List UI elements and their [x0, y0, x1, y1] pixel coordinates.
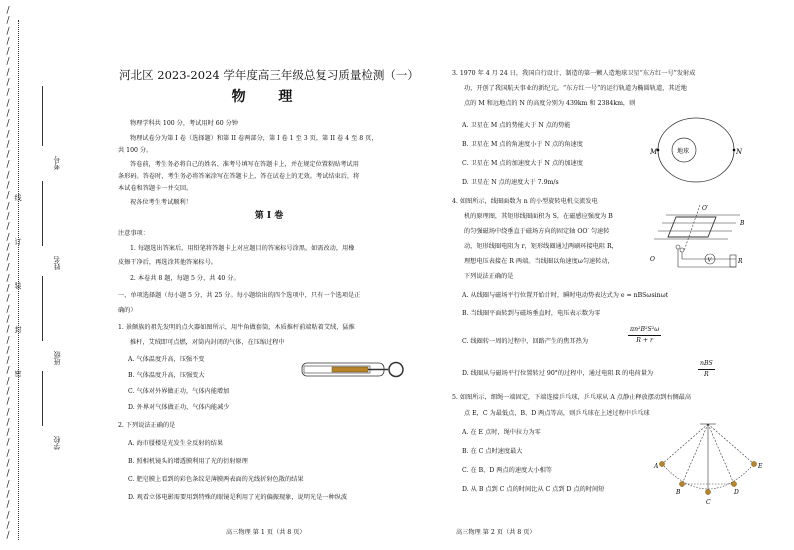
note-line: 1. 每题选出答案后，用铅笔将答题卡上对应题目的答案标号涂黑。如需改动，用橡: [130, 245, 355, 252]
binding-slash: /: [6, 150, 10, 161]
binding-slash: /: [6, 170, 10, 181]
binding-slash: /: [6, 119, 10, 130]
q2-stem: 2. 下列说法正确的是: [118, 422, 176, 429]
fraction-c-numerator: πn²B²S²ω: [628, 325, 661, 336]
q4-fraction-d: [698, 359, 715, 380]
q4-stem: 4. 如图所示，线圈面数为 n 的小型旋转电机交流发电: [452, 198, 598, 205]
fire-piston-figure: [300, 355, 410, 385]
pendulum-label-b: B: [676, 489, 681, 496]
seal-char: 线: [14, 194, 22, 202]
binding-slash: /: [6, 181, 10, 192]
binding-slash: /: [6, 201, 10, 212]
exam-no-line: [42, 86, 43, 146]
gen-label-b: B: [740, 220, 745, 227]
page-footer: 高三物理 第 2 页（共 8 页）: [456, 529, 536, 536]
name-label: 姓名: [53, 256, 61, 270]
q3-option: C. 卫星在 M 点的加速度大于 N 点的加速度: [462, 160, 583, 167]
intro-line: 本试卷和答题卡一并交回。: [118, 185, 193, 192]
binding-slash: /: [6, 160, 10, 171]
note-line: 确的）: [118, 307, 137, 314]
binding-slash: /: [6, 376, 10, 387]
pendulum-label-e: E: [758, 463, 763, 470]
orbit-label-n: N: [736, 148, 742, 156]
q4-stem: 动，矩形线圈电阻为 r，矩形线圈通过两刷环接电阻 R，: [464, 243, 618, 250]
q4-stem: 机的原理图，其矩形线圈面积为 S，在磁感应强度为 B: [464, 213, 613, 220]
binding-slash: /: [6, 366, 10, 377]
note-line: 2. 本卷共 8 题，每题 5 分，共 40 分。: [130, 275, 240, 282]
binding-slash: /: [6, 67, 10, 78]
binding-slash: /: [6, 314, 10, 325]
binding-slash: /: [6, 284, 10, 295]
generator-figure: [648, 203, 748, 275]
pendulum-figure: [648, 418, 768, 508]
binding-slash: /: [6, 108, 10, 119]
q4-fraction-c: [628, 325, 661, 346]
class-line: [42, 276, 43, 341]
orbit-label-earth: 地球: [677, 148, 690, 155]
q1-option: A. 气体温度升高，压强不变: [128, 356, 205, 363]
binding-slash: /: [6, 500, 10, 511]
binding-slash: /: [6, 294, 10, 305]
q1-stem: 1. 景颇族的祖先发明的点火器如图所示，用牛角做套筒，木质推杆前端粘着艾绒，猛推: [118, 324, 355, 331]
binding-slash: /: [6, 47, 10, 58]
q2-option: B. 照相机镜头的增透膜利用了光的衍射原理: [128, 458, 248, 465]
school-line: [42, 371, 43, 426]
binding-slash: /: [6, 273, 10, 284]
q3-stem: 功，开创了我国航天事业的新纪元。“东方红一号”的运行轨道为椭圆轨道，其近地: [464, 85, 687, 92]
q4-option: C. 线圈转一周的过程中，回路产生的焦耳热为: [462, 338, 589, 345]
q4-stem: 的匀强磁场中绕垂直于磁场方向的固定轴 OO′ 匀速转: [464, 228, 610, 235]
q3-stem: 3. 1970 年 4 月 24 日，我国自行设计、制造的第一颗人造地球卫星“东方红一号”发射成: [452, 70, 696, 77]
exam-title: 河北区 2023-2024 学年度高三年级总复习质量检测（一）: [119, 68, 419, 82]
intro-line: 共 100 分。: [118, 147, 153, 154]
orbit-label-m: M: [650, 148, 658, 156]
subject-title: 物 理: [231, 89, 307, 105]
orbit-figure: [650, 114, 742, 186]
right-page: [452, 0, 772, 550]
binding-slash: /: [6, 459, 10, 470]
binding-slash: /: [6, 36, 10, 47]
intro-line: 条形码。答卷时，考生务必将答案涂写在答题卡上，答在试卷上的无效。考试结束后，将: [118, 173, 360, 180]
binding-slash: /: [6, 253, 10, 264]
pendulum-label-a: A: [654, 463, 659, 470]
seal-char: 订: [14, 238, 22, 246]
binding-slash: /: [6, 438, 10, 449]
q1-option: D. 外界对气体做正功，气体内能减少: [128, 404, 230, 411]
q1-stem: 推杆，艾绒即可点燃，对筒内封闭的气体，在压缩过程中: [130, 339, 285, 346]
binding-slash: /: [6, 356, 10, 367]
binding-slash: /: [6, 417, 10, 428]
q5-option: D. 从 B 点到 C 点的时间比从 C 点到 D 点的时间短: [462, 486, 605, 493]
note-line: 一、单项选择题（每小题 5 分，共 25 分。每小题给出的四个选项中，只有一个选项是正: [118, 292, 361, 299]
binding-slash: /: [6, 57, 10, 68]
binding-slash: /: [6, 335, 10, 346]
pendulum-label-d: D: [734, 489, 739, 496]
q4-stem: 理想电压表接在 R 两端。当线圈以角速度ω匀速转动，: [464, 258, 614, 265]
binding-slash: /: [6, 428, 10, 439]
q3-option: D. 卫星在 N 点的速度大于 7.9m/s: [462, 179, 559, 186]
binding-slash: /: [6, 469, 10, 480]
binding-slash: /: [6, 78, 10, 89]
q5-stem: 点 E，C 为最低点，B、D 两点等高，则乒乓球在上述过程中乒乓球: [464, 410, 650, 417]
binding-slash: /: [6, 129, 10, 140]
binding-slash: /: [6, 325, 10, 336]
binding-slash: /: [6, 479, 10, 490]
pendulum-label-c: C: [706, 499, 711, 506]
binding-slash: /: [6, 6, 10, 16]
q3-stem: 点的 M 和远地点的 N 的高度分别为 439km 和 2384km，则: [464, 100, 636, 107]
q2-option: C. 肥皂膜上看到的彩色条纹是薄膜两表面的光线折射色散的结果: [128, 476, 304, 483]
section-heading: 第 I 卷: [254, 211, 284, 221]
fraction-c-denominator: R + r: [636, 337, 654, 344]
binding-slash: /: [6, 26, 10, 37]
binding-slash: /: [6, 397, 10, 408]
binding-slash: /: [6, 304, 10, 315]
page-footer: 高三物理 第 1 页（共 8 页）: [226, 529, 306, 536]
binding-slash: /: [6, 191, 10, 202]
binding-slash: /: [6, 222, 10, 233]
q5-option: A. 在 E 点时，绳中拉力为零: [462, 429, 541, 436]
binding-strip: [2, 6, 72, 544]
left-page: [118, 0, 420, 550]
binding-slash: /: [6, 232, 10, 243]
seal-char: 封: [14, 326, 22, 334]
binding-slash: /: [6, 386, 10, 397]
intro-line: 答卷前，考生务必将自己的姓名、准考号填写在答题卡上，并在规定位置粘贴考试用: [130, 161, 359, 168]
seal-char: 装: [14, 282, 22, 290]
seal-labels: [12, 176, 24, 396]
intro-line: 物理试卷分为第 I 卷（选择题）和第 II 卷两部分，第 I 卷 1 至 3 页，第 II 卷 4 至 8 页，: [130, 135, 378, 142]
gen-label-v: V: [707, 257, 712, 264]
gen-label-o1: O′: [702, 205, 709, 212]
q3-option: B. 卫星在 M 点的角速度小于 N 点的角速度: [462, 141, 583, 148]
gen-label-o: O: [650, 256, 655, 263]
class-label: 班级: [53, 351, 61, 365]
q3-option: A. 卫星在 M 点的势能大于 N 点的势能: [462, 122, 571, 129]
note-line: 皮擦干净后，再选涂其他答案标号。: [118, 259, 217, 266]
binding-slash: /: [6, 510, 10, 521]
gen-label-r: R: [738, 258, 743, 265]
binding-slash: /: [6, 98, 10, 109]
binding-slash: /: [6, 16, 10, 27]
binding-slash: /: [6, 489, 10, 500]
binding-slash: /: [6, 407, 10, 418]
binding-slash: /: [6, 520, 10, 531]
fraction-d-denominator: R: [704, 371, 709, 378]
binding-slash: /: [6, 448, 10, 459]
intro-line: 物理学科共 100 分，考试用时 60 分钟: [130, 120, 238, 127]
q4-stem: 下列说法正确的是: [464, 273, 514, 280]
binding-slash: /: [6, 345, 10, 356]
q1-option: C. 气体对外界做正功，气体内能增加: [128, 388, 230, 395]
school-label: 学校: [53, 436, 61, 450]
q2-option: D. 观看立体电影需要用到特殊的眼镜是利用了光的偏振现象，说明光是一种纵波: [128, 494, 348, 501]
q4-option: B. 当线圈平面转到与磁场垂直时，电压表示数为零: [462, 310, 601, 317]
q2-option: A. 海市蜃楼是光发生全反射的结果: [128, 440, 224, 447]
name-line: [42, 181, 43, 246]
binding-slash: /: [6, 88, 10, 99]
q4-option: A. 从线圈与磁场平行位置开始计时，瞬时电动势表达式为 e = nBSωsinωt: [462, 292, 669, 299]
intro-line: 祝各位考生考试顺利！: [130, 199, 192, 206]
q4-option: D. 线圈从与磁场平行位置转过 90°的过程中，通过电阻 R 的电荷量为: [462, 370, 654, 377]
exam-no-label: 考号: [53, 156, 61, 170]
q5-option: C. 在 B、D 两点的速度大小相等: [462, 467, 552, 474]
q5-option: B. 在 C 点时速度最大: [462, 448, 523, 455]
binding-slash: /: [6, 263, 10, 274]
notes-heading: 注意事项：: [118, 230, 149, 237]
binding-slash: /: [6, 211, 10, 222]
fraction-d-numerator: nBS: [698, 359, 715, 370]
binding-slash: /: [6, 139, 10, 150]
q1-option: B. 气体温度升高，压强变大: [128, 372, 205, 379]
binding-slash: /: [6, 242, 10, 253]
seal-char: 密: [14, 370, 22, 378]
binding-slash: /: [6, 531, 10, 542]
q5-stem: 5. 如图所示，细绳一端固定，下端连接乒乓球，乒乓球从 A 点静止释放摆动到右侧最高: [452, 394, 692, 401]
